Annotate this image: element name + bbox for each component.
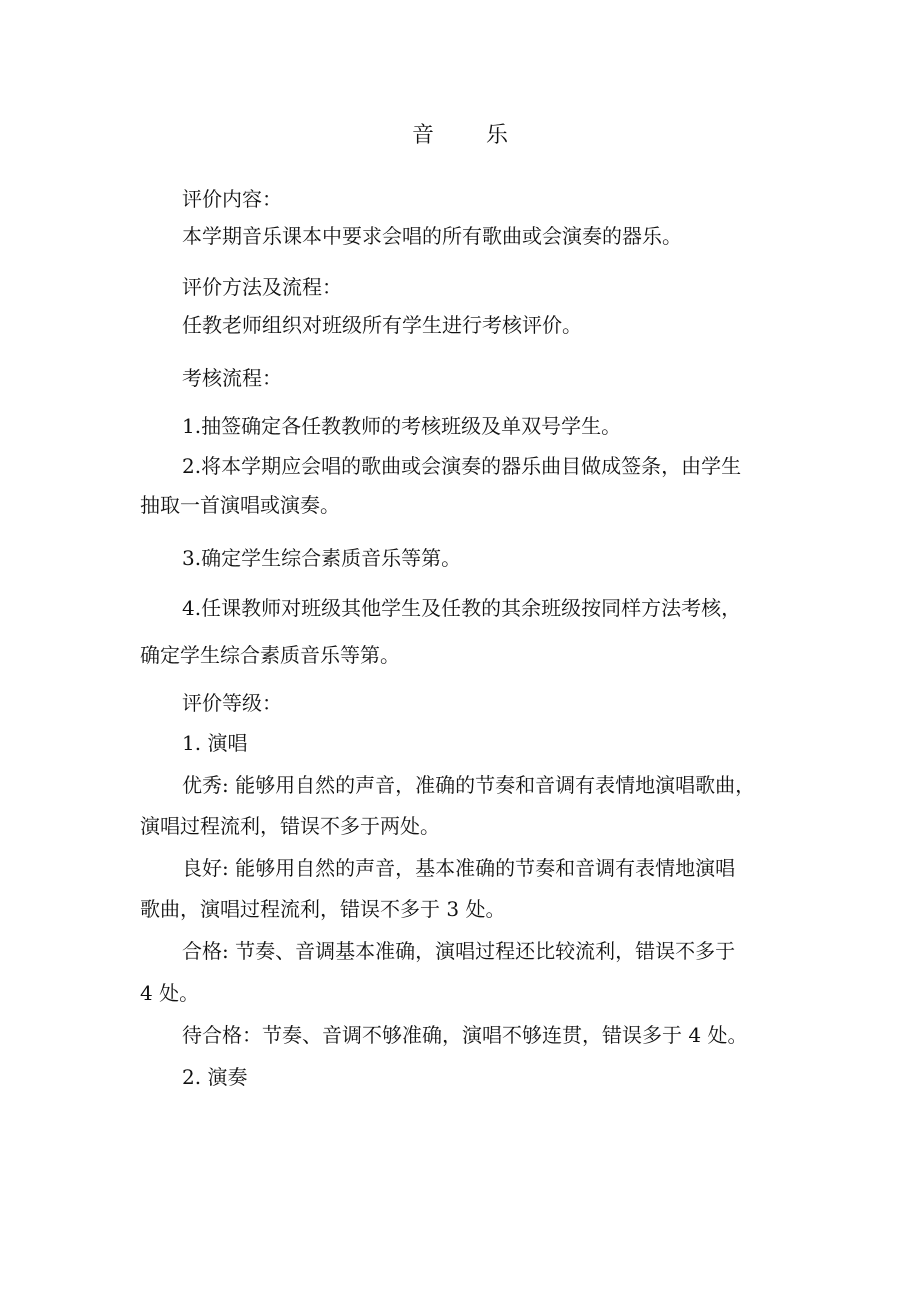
heading-eval-content: 评价内容： bbox=[182, 187, 282, 211]
process-step-1: 1.抽签确定各任教教师的考核班级及单双号学生。 bbox=[182, 414, 622, 438]
heading-eval-method: 评价方法及流程： bbox=[182, 275, 342, 299]
grade-good-cont: 歌曲，演唱过程流利，错误不多于 3 处。 bbox=[140, 897, 506, 921]
process-step-3: 3.确定学生综合素质音乐等第。 bbox=[182, 546, 462, 570]
grade-excellent-cont: 演唱过程流利，错误不多于两处。 bbox=[140, 814, 440, 838]
process-step-2-cont: 抽取一首演唱或演奏。 bbox=[140, 493, 340, 517]
heading-assessment-process: 考核流程： bbox=[182, 366, 282, 390]
grade-pass: 合格: 节奏、音调基本准确，演唱过程还比较流利，错误不多于 bbox=[182, 939, 736, 963]
process-step-4: 4.任课教师对班级其他学生及任教的其余班级按同样方法考核， bbox=[182, 596, 742, 620]
grade-excellent: 优秀: 能够用自然的声音，准确的节奏和音调有表情地演唱歌曲， bbox=[182, 773, 756, 797]
grade-section-playing: 2. 演奏 bbox=[182, 1065, 248, 1089]
grade-needs-improvement: 待合格：节奏、音调不够准确，演唱不够连贯，错误多于 4 处。 bbox=[182, 1023, 748, 1047]
process-step-2: 2.将本学期应会唱的歌曲或会演奏的器乐曲目做成签条，由学生 bbox=[182, 454, 742, 478]
process-step-4-cont: 确定学生综合素质音乐等第。 bbox=[140, 643, 400, 667]
grade-section-singing: 1. 演唱 bbox=[182, 731, 248, 755]
grade-good: 良好: 能够用自然的声音，基本准确的节奏和音调有表情地演唱 bbox=[182, 856, 736, 880]
title-char-2: 乐 bbox=[486, 123, 509, 148]
heading-eval-grades: 评价等级： bbox=[182, 691, 282, 715]
title-char-1: 音 bbox=[411, 123, 434, 148]
page-title bbox=[0, 120, 920, 152]
paragraph-eval-method: 任教老师组织对班级所有学生进行考核评价。 bbox=[182, 313, 582, 337]
paragraph-eval-content: 本学期音乐课本中要求会唱的所有歌曲或会演奏的器乐。 bbox=[182, 224, 682, 248]
grade-pass-cont: 4 处。 bbox=[140, 981, 200, 1005]
